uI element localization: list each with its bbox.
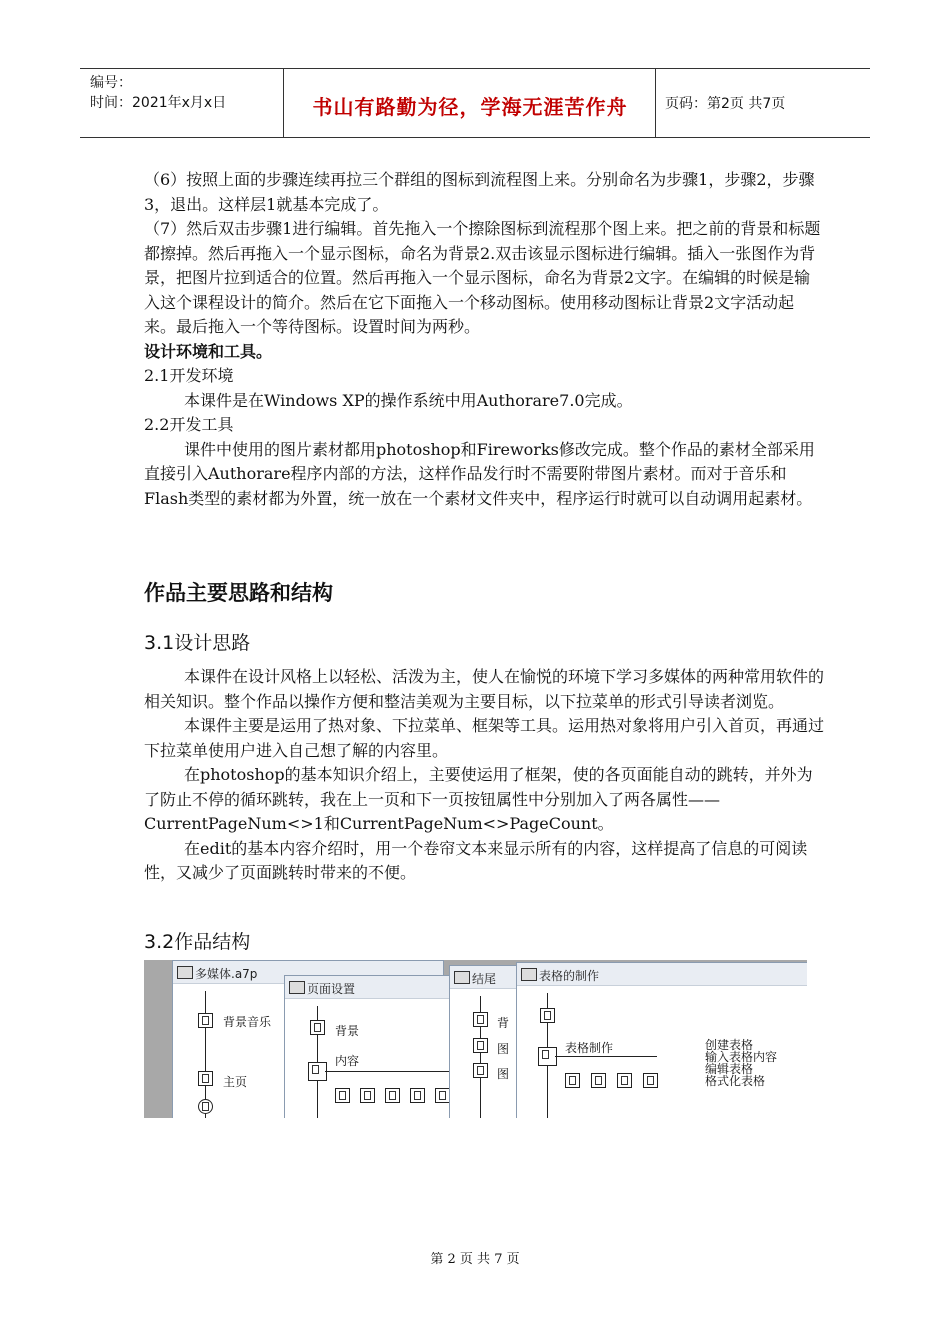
step-7: （7）然后双击步骤1进行编辑。首先拖入一个擦除图标到流程那个图上来。把之前的背景和标题都擦掉。然后再拖入一个显示图标，命名为背景2.双击该显示图标进行编辑。插入一张图作为背景，把图片拉到适合的位置。然后再拖入一个显示图标，命名为背景2文字。在编辑的时候是输入这个课程设计的简介。然后在它下面拖入一个移动图标。使用移动图标让背景2文字活动起来。最后拖入一个等待图标。设置时间为两秒。	[144, 219, 821, 336]
page-list-item: 创建表格	[705, 1038, 754, 1052]
page-icon	[617, 1073, 632, 1088]
flow-label: 图	[497, 1042, 510, 1056]
page-icon	[591, 1073, 606, 1088]
map-icon	[198, 1071, 213, 1086]
branch-line	[325, 1071, 450, 1072]
window-title: 多媒体.a7p	[195, 967, 258, 981]
window-icon	[289, 981, 305, 994]
flowchart-window-page-setup	[284, 975, 456, 1118]
env-heading: 设计环境和工具。	[144, 341, 273, 361]
env-sub-1: 2.1开发环境	[144, 366, 234, 385]
flow-label: 背景	[335, 1024, 360, 1038]
page-list-item: 格式化表格	[705, 1074, 766, 1088]
page-icon	[360, 1088, 375, 1103]
window-titlebar	[285, 976, 455, 999]
design-para: 本课件在设计风格上以轻松、活泼为主，使人在愉悦的环境下学习多媒体的两种常用软件的相关知识。整个作品以操作方便和整洁美观为主要目标，以下拉菜单的形式引导读者浏览。	[144, 667, 825, 711]
env-para-2: 课件中使用的图片素材都用photoshop和Fireworks修改完成。整个作品的素材全部采用直接引入Authorare程序内部的方法，这样作品发行时不需要附带图片素材。而对于音乐和Flash类型的素材都为外置，统一放在一个素材文件夹中，程序运行时就可以自动调用起素材。	[144, 439, 815, 508]
env-para-1: 本课件是在Windows XP的操作系统中用Authorare7.0完成。	[184, 390, 633, 410]
design-para: 本课件主要是运用了热对象、下拉菜单、框架等工具。运用热对象将用户引入首页，再通过下拉菜单使用户进入自己想了解的内容里。	[144, 716, 825, 760]
section-3-1-body	[144, 665, 824, 886]
header-motto: 书山有路勤为径，学海无涯苦作舟	[312, 95, 628, 119]
page-icon	[385, 1088, 400, 1103]
section-3-1-heading: 3.1设计思路	[144, 632, 251, 654]
header-divider	[655, 69, 656, 137]
quit-icon	[198, 1099, 213, 1114]
page-footer: 第 2 页 共 7 页	[430, 1252, 520, 1267]
page-icon	[565, 1073, 580, 1088]
env-sub-2: 2.2开发工具	[144, 415, 234, 434]
header-page-number: 页码：第2页 共7页	[665, 96, 786, 112]
flowchart-window-ending	[449, 965, 526, 1118]
flow-label: 图	[497, 1067, 510, 1081]
page-list-item: 编辑表格	[705, 1062, 754, 1076]
sound-icon	[198, 1013, 213, 1028]
window-title: 结尾	[472, 972, 497, 986]
page-list-item: 输入表格内容	[705, 1050, 778, 1064]
structure-screenshot	[144, 960, 807, 1118]
step-6: （6）按照上面的步骤连续再拉三个群组的图标到流程图上来。分别命名为步骤1，步骤2，步骤3，退出。这样层1就基本完成了。	[144, 170, 815, 214]
page-icon	[335, 1088, 350, 1103]
design-para: 在edit的基本内容介绍时，用一个卷帘文本来显示所有的内容，这样提高了信息的可阅读性，又减少了页面跳转时带来的不便。	[144, 838, 808, 882]
window-icon	[177, 966, 193, 979]
page-header	[80, 68, 870, 138]
page-list	[705, 1039, 777, 1087]
window-title: 页面设置	[307, 982, 356, 996]
flowchart-window-table	[516, 962, 807, 1118]
window-title: 表格的制作	[539, 969, 600, 983]
window-icon	[454, 971, 470, 984]
page-icon	[410, 1088, 425, 1103]
header-date: 时间：2021年x月x日	[90, 95, 227, 111]
page-icon	[643, 1073, 658, 1088]
map-icon	[540, 1008, 555, 1023]
header-meta	[90, 73, 226, 113]
design-para: 在photoshop的基本知识介绍上，主要使运用了框架，使的各页面能自动的跳转，并外为了防止不停的循环跳转，我在上一页和下一页按钮属性中分别加入了两各属性——CurrentPageNum<>1和CurrentPageNum<>PageCount。	[144, 765, 813, 833]
window-icon	[521, 968, 537, 981]
map-icon	[310, 1020, 325, 1035]
window-titlebar	[517, 963, 807, 986]
display-icon	[473, 1038, 488, 1053]
flow-label: 背	[497, 1016, 510, 1030]
page-icon	[435, 1088, 450, 1103]
branch-line	[555, 1056, 657, 1057]
window-titlebar	[450, 966, 525, 989]
section-3-heading: 作品主要思路和结构	[144, 581, 333, 605]
flow-label: 内容	[335, 1054, 360, 1068]
header-divider	[283, 69, 284, 137]
map-icon	[473, 1012, 488, 1027]
header-number: 编号：	[90, 75, 132, 91]
motion-icon	[473, 1063, 488, 1078]
flow-label: 主页	[223, 1075, 248, 1089]
section-3-2-heading: 3.2作品结构	[144, 931, 251, 953]
steps-section	[144, 168, 824, 511]
flow-label: 表格制作	[565, 1041, 614, 1055]
flow-label: 背景音乐	[223, 1015, 272, 1029]
